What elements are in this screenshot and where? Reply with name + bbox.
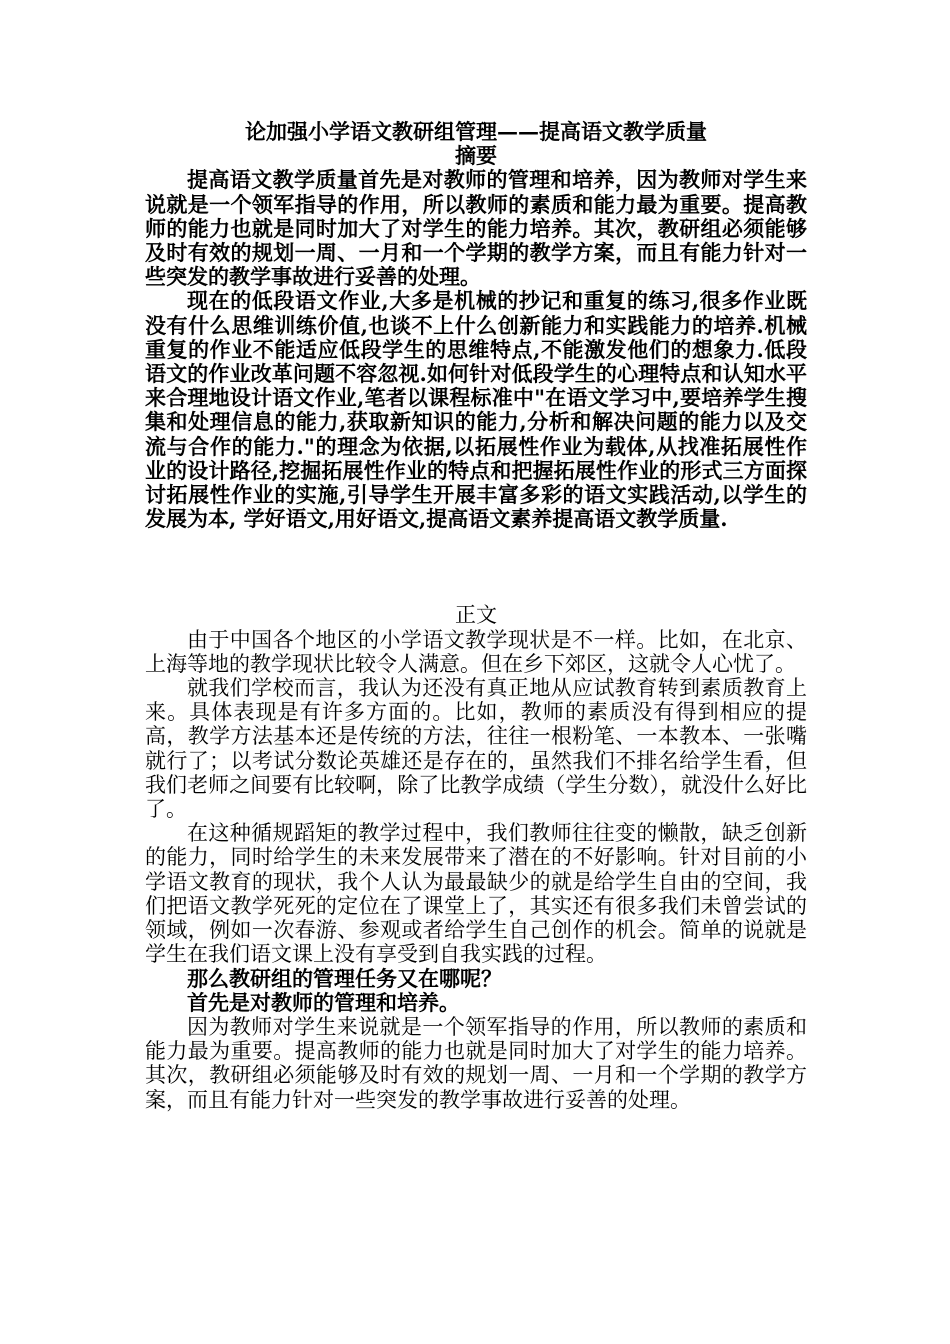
body-paragraph-2: 就我们学校而言，我认为还没有真正地从应试教育转到素质教育上来。具体表现是有许多方面的。比如，教师的素质没有得到相应的提高，教学方法基本还是传统的方法，往往一根粉笔、一本教本、一张嘴就行了；以考试分数论英雄还是存在的，虽然我们不排名给学生看，但我们老师之间要有比较啊，除了比教学成绩（学生分数），就没什么好比了。 bbox=[145, 676, 807, 822]
body-final-paragraph: 因为教师对学生来说就是一个领军指导的作用，所以教师的素质和能力最为重要。提高教师的能力也就是同时加大了对学生的能力培养。其次，教研组必须能够及时有效的规划一周、一月和一个学期的教学方案，而且有能力针对一些突发的教学事故进行妥善的处理。 bbox=[145, 1014, 807, 1112]
body-paragraph-1: 由于中国各个地区的小学语文教学现状是不一样。比如，在北京、上海等地的教学现状比较令人满意。但在乡下郊区，这就令人心忧了。 bbox=[145, 627, 807, 676]
body-question: 那么教研组的管理任务又在哪呢？ bbox=[187, 965, 502, 991]
abstract-heading: 摘要 bbox=[455, 143, 497, 169]
abstract-paragraph-1: 提高语文教学质量首先是对教师的管理和培养，因为教师对学生来说就是一个领军指导的作用，所以教师的素质和能力最为重要。提高教师的能力也就是同时加大了对学生的能力培养。其次，教研组必须能够及时有效的规划一周、一月和一个学期的教学方案，而且有能力针对一些突发的教学事故进行妥善的处理。 bbox=[145, 167, 807, 290]
section-gap bbox=[145, 531, 807, 603]
document-page bbox=[145, 120, 807, 1112]
body-paragraph-3: 在这种循规蹈矩的教学过程中，我们教师往往变的懒散，缺乏创新的能力，同时给学生的未来发展带来了潜在的不好影响。针对目前的小学语文教育的现状，我个人认为最最缺少的就是给学生自由的空间，我们把语文教学死死的定位在了课堂上了，其实还有很多我们未曾尝试的领域，例如一次春游、参观或者给学生自己创作的机会。简单的说就是学生在我们语文课上没有享受到自我实践的过程。 bbox=[145, 821, 807, 967]
document-title: 论加强小学语文教研组管理——提高语文教学质量 bbox=[245, 119, 707, 144]
body-heading: 正文 bbox=[455, 603, 497, 628]
abstract-paragraph-2: 现在的低段语文作业,大多是机械的抄记和重复的练习,很多作业既没有什么思维训练价值,也谈不上什么创新能力和实践能力的培养.机械重复的作业不能适应低段学生的思维特点,不能激发他们的想象力.低段语文的作业改革问题不容忽视.如何针对低段学生的心理特点和认知水平来合理地设计语文作业,笔者以课程标准中"在语文学习中,要培养学生搜集和处理信息的能力,获取新知识的能力,分析和解决问题的能力以及交流与合作的能力."的理念为依据,以拓展性作业为载体,从找准拓展性作业的设计路径,挖掘拓展性作业的特点和把握拓展性作业的形式三方面探讨拓展性作业的实施,引导学生开展丰富多彩的语文实践活动,以学生的发展为本, 学好语文,用好语文,提高语文素养提高语文教学质量. bbox=[145, 288, 807, 532]
body-subheading: 首先是对教师的管理和培养。 bbox=[187, 989, 460, 1015]
